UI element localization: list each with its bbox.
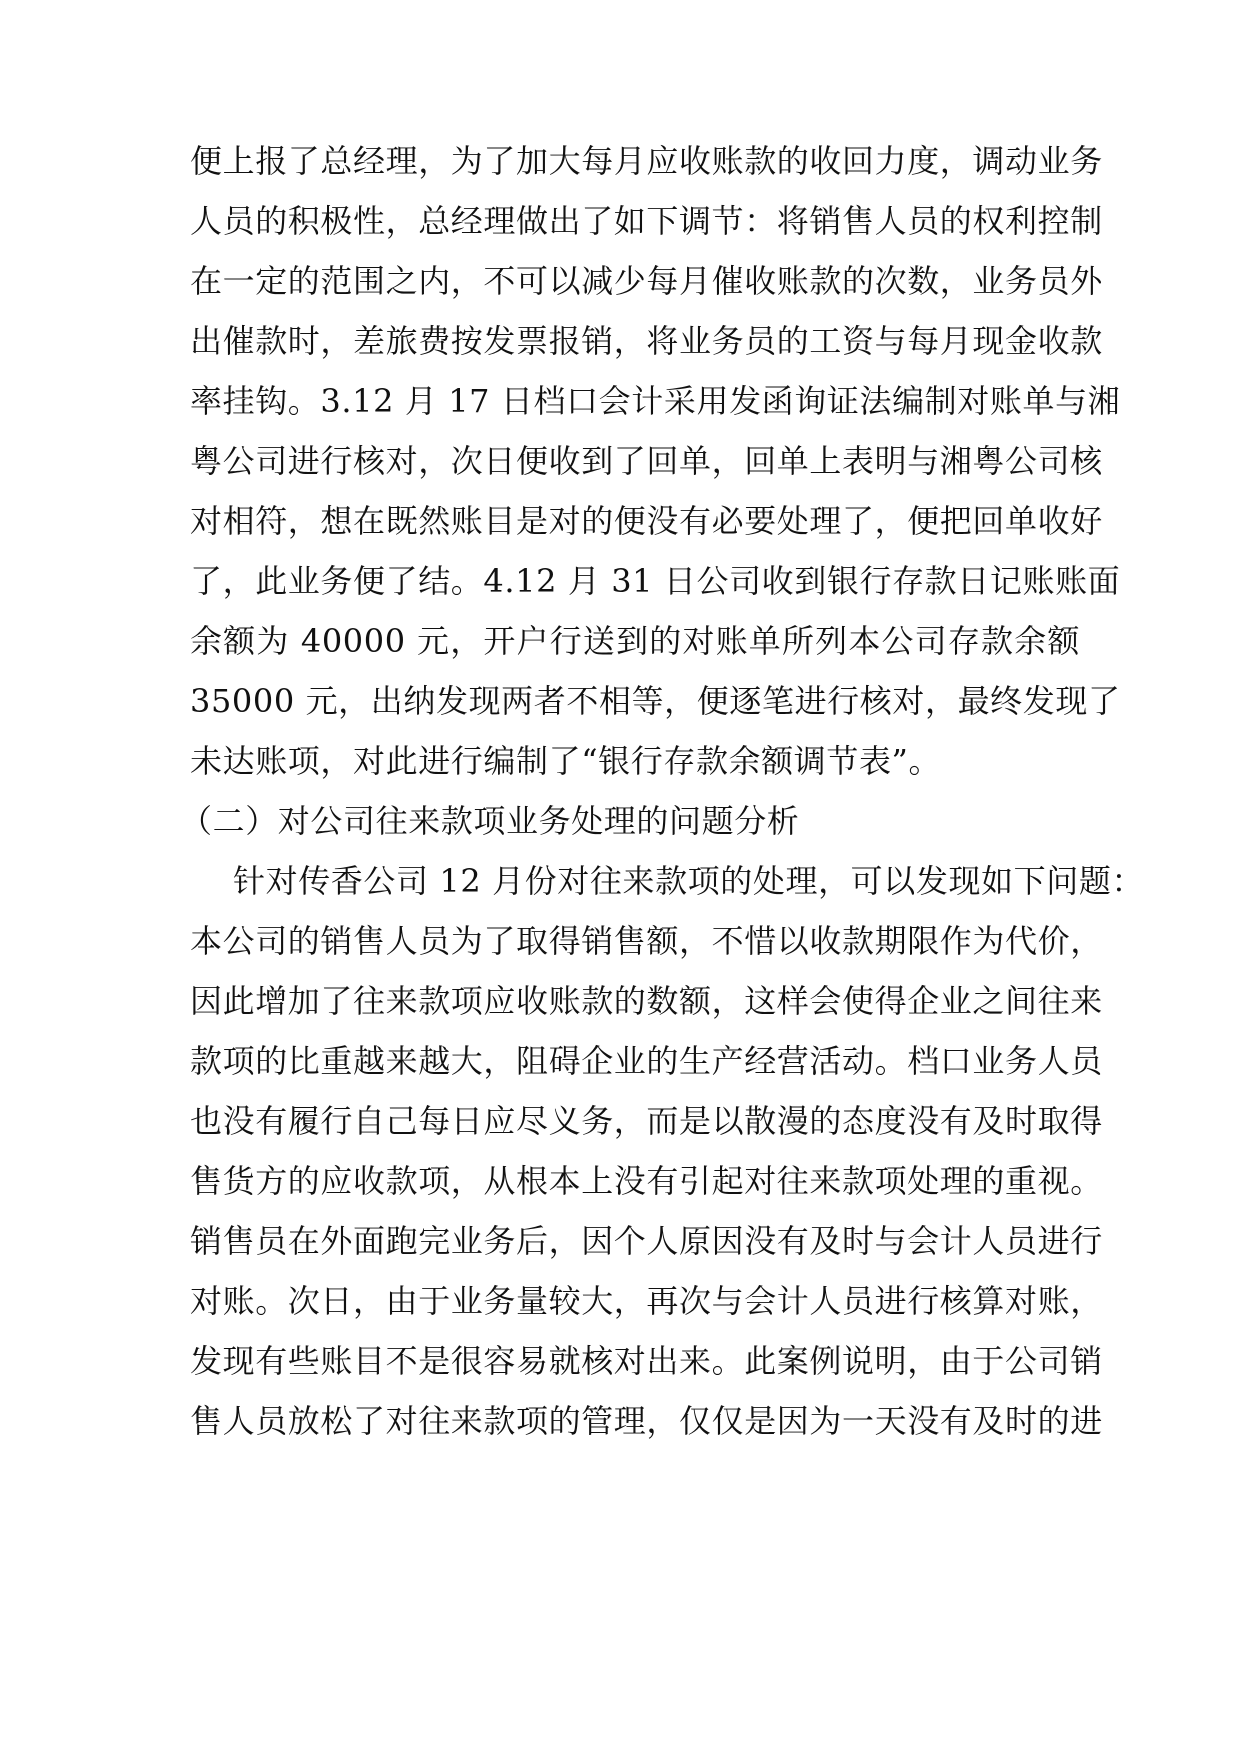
body-text-line: 在一定的范围之内，不可以减少每月催收账款的次数，业务员外: [190, 262, 1103, 300]
body-text-line: 便上报了总经理，为了加大每月应收账款的收回力度，调动业务: [190, 142, 1103, 180]
body-text-line: 因此增加了往来款项应收账款的数额，这样会使得企业之间往来: [190, 982, 1103, 1020]
body-text-line: 出催款时，差旅费按发票报销，将业务员的工资与每月现金收款: [190, 322, 1103, 360]
body-text-line: 人员的积极性，总经理做出了如下调节：将销售人员的权利控制: [190, 202, 1103, 240]
body-text-line: 率挂钩。3.12 月 17 日档口会计采用发函询证法编制对账单与湘: [190, 382, 1121, 420]
paragraph-first-line: 针对传香公司 12 月份对往来款项的处理，可以发现如下问题：: [233, 862, 1145, 900]
body-text-line: 销售员在外面跑完业务后，因个人原因没有及时与会计人员进行: [190, 1222, 1103, 1260]
body-text-line: 款项的比重越来越大，阻碍企业的生产经营活动。档口业务人员: [190, 1042, 1103, 1080]
body-text-line: 本公司的销售人员为了取得销售额，不惜以收款期限作为代价，: [190, 922, 1103, 960]
body-text-line: 对相符，想在既然账目是对的便没有必要处理了，便把回单收好: [190, 502, 1103, 540]
body-text-line: 余额为 40000 元，开户行送到的对账单所列本公司存款余额: [190, 622, 1080, 660]
body-text-line: 未达账项，对此进行编制了“银行存款余额调节表”。: [190, 742, 942, 780]
body-text-line: 了，此业务便了结。4.12 月 31 日公司收到银行存款日记账账面: [190, 562, 1121, 600]
body-text-line: 35000 元，出纳发现两者不相等，便逐笔进行核对，最终发现了: [190, 682, 1121, 720]
body-text-line: 粤公司进行核对，次日便收到了回单，回单上表明与湘粤公司核: [190, 442, 1103, 480]
body-text-line: 对账。次日，由于业务量较大，再次与会计人员进行核算对账，: [190, 1282, 1103, 1320]
body-text-line: 售人员放松了对往来款项的管理，仅仅是因为一天没有及时的进: [190, 1402, 1103, 1440]
body-text-line: 发现有些账目不是很容易就核对出来。此案例说明，由于公司销: [190, 1342, 1103, 1380]
body-text-line: 也没有履行自己每日应尽义务，而是以散漫的态度没有及时取得: [190, 1102, 1103, 1140]
section-heading: （二）对公司往来款项业务处理的问题分析: [180, 802, 800, 840]
body-text-line: 售货方的应收款项，从根本上没有引起对往来款项处理的重视。: [190, 1162, 1103, 1200]
